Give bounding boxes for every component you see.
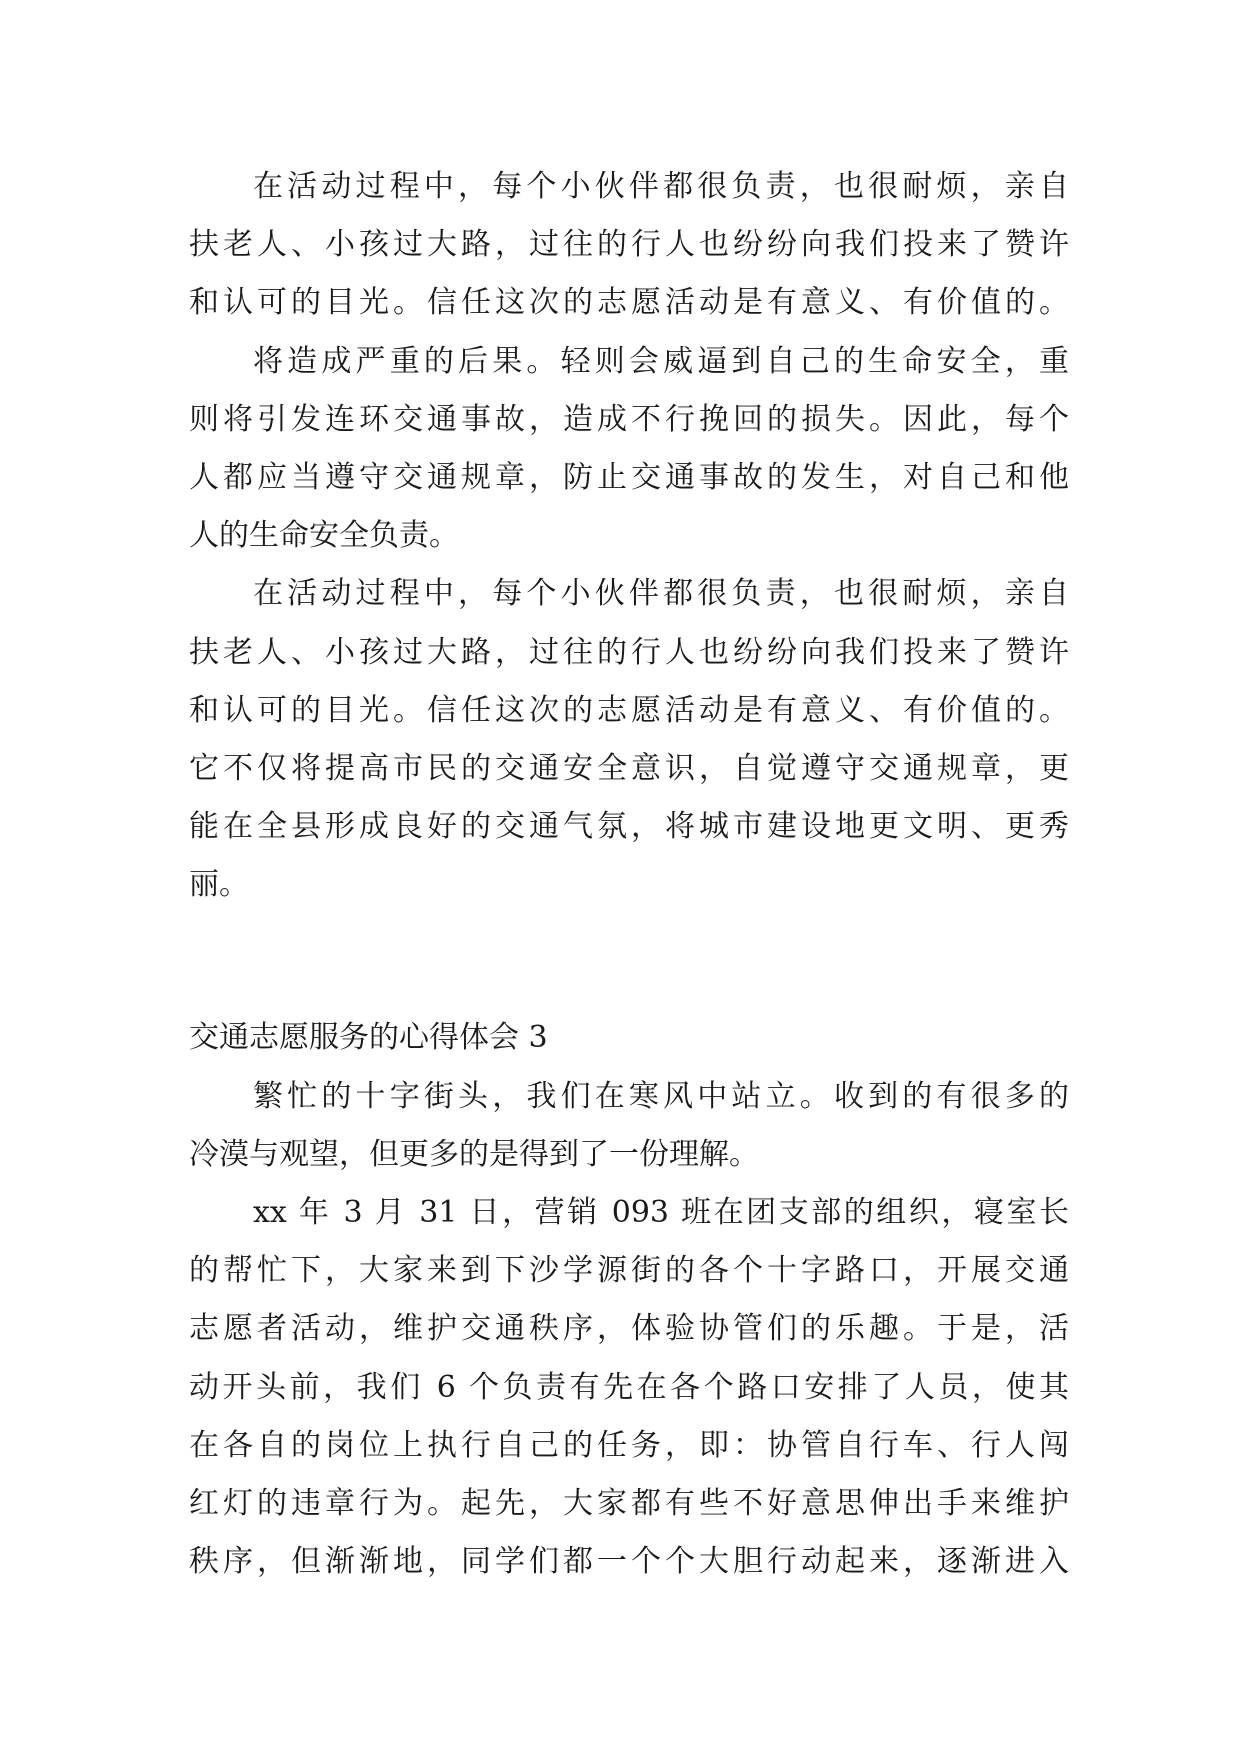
paragraph bbox=[189, 1068, 1069, 1184]
paragraph bbox=[189, 333, 1069, 566]
paragraph-line: 志愿者活动，维护交通秩序，体验协管们的乐趣。于是，活 bbox=[189, 1311, 1069, 1347]
section-heading: 交通志愿服务的心得体会 3 bbox=[189, 1020, 548, 1056]
paragraph-line: 能在全县形成良好的交通气氛，将城市建设地更文明、更秀 bbox=[189, 809, 1069, 845]
paragraph-line: 人的生命安全负责。 bbox=[189, 518, 459, 554]
paragraph-line: 动开头前，我们 6 个负责有先在各个路口安排了人员，使其 bbox=[189, 1369, 1069, 1405]
paragraph-line: xx 年 3 月 31 日，营销 093 班在团支部的组织，寝室长 bbox=[253, 1195, 1069, 1230]
paragraph-line: 和认可的目光。信任这次的志愿活动是有意义、有价值的。 bbox=[189, 285, 1069, 321]
paragraph-line: 红灯的违章行为。起先，大家都有些不好意思伸出手来维护 bbox=[189, 1485, 1069, 1521]
paragraph-line: 人都应当遵守交通规章，防止交通事故的发生，对自己和他 bbox=[189, 459, 1069, 495]
paragraph-line: 则将引发连环交通事故，造成不行挽回的损失。因此，每个 bbox=[189, 401, 1069, 437]
paragraph bbox=[189, 1184, 1069, 1591]
paragraph-line: 在各自的岗位上执行自己的任务，即：协管自行车、行人闯 bbox=[189, 1427, 1069, 1463]
paragraph bbox=[189, 158, 1069, 333]
paragraph-line: 在活动过程中，每个小伙伴都很负责，也很耐烦，亲自 bbox=[253, 576, 1069, 612]
paragraph-line: 扶老人、小孩过大路，过往的行人也纷纷向我们投来了赞许 bbox=[189, 227, 1069, 263]
paragraph-line: 的帮忙下，大家来到下沙学源街的各个十字路口，开展交通 bbox=[189, 1253, 1069, 1289]
paragraph-line: 秩序，但渐渐地，同学们都一个个大胆行动起来，逐渐进入 bbox=[189, 1544, 1069, 1580]
paragraph-line: 将造成严重的后果。轻则会威逼到自己的生命安全，重 bbox=[253, 343, 1069, 379]
paragraph bbox=[189, 565, 1069, 914]
paragraph-line: 冷漠与观望，但更多的是得到了一份理解。 bbox=[189, 1136, 759, 1172]
section-spacer bbox=[189, 914, 1069, 1009]
paragraph-line: 丽。 bbox=[189, 867, 249, 903]
paragraph-line: 繁忙的十字街头，我们在寒风中站立。收到的有很多的 bbox=[253, 1078, 1069, 1114]
paragraph-line: 它不仅将提高市民的交通安全意识，自觉遵守交通规章，更 bbox=[189, 750, 1069, 786]
document-body bbox=[189, 158, 1069, 1591]
paragraph-line: 和认可的目光。信任这次的志愿活动是有意义、有价值的。 bbox=[189, 692, 1069, 728]
paragraph-line: 在活动过程中，每个小伙伴都很负责，也很耐烦，亲自 bbox=[253, 169, 1069, 204]
paragraph-line: 扶老人、小孩过大路，过往的行人也纷纷向我们投来了赞许 bbox=[189, 634, 1069, 670]
